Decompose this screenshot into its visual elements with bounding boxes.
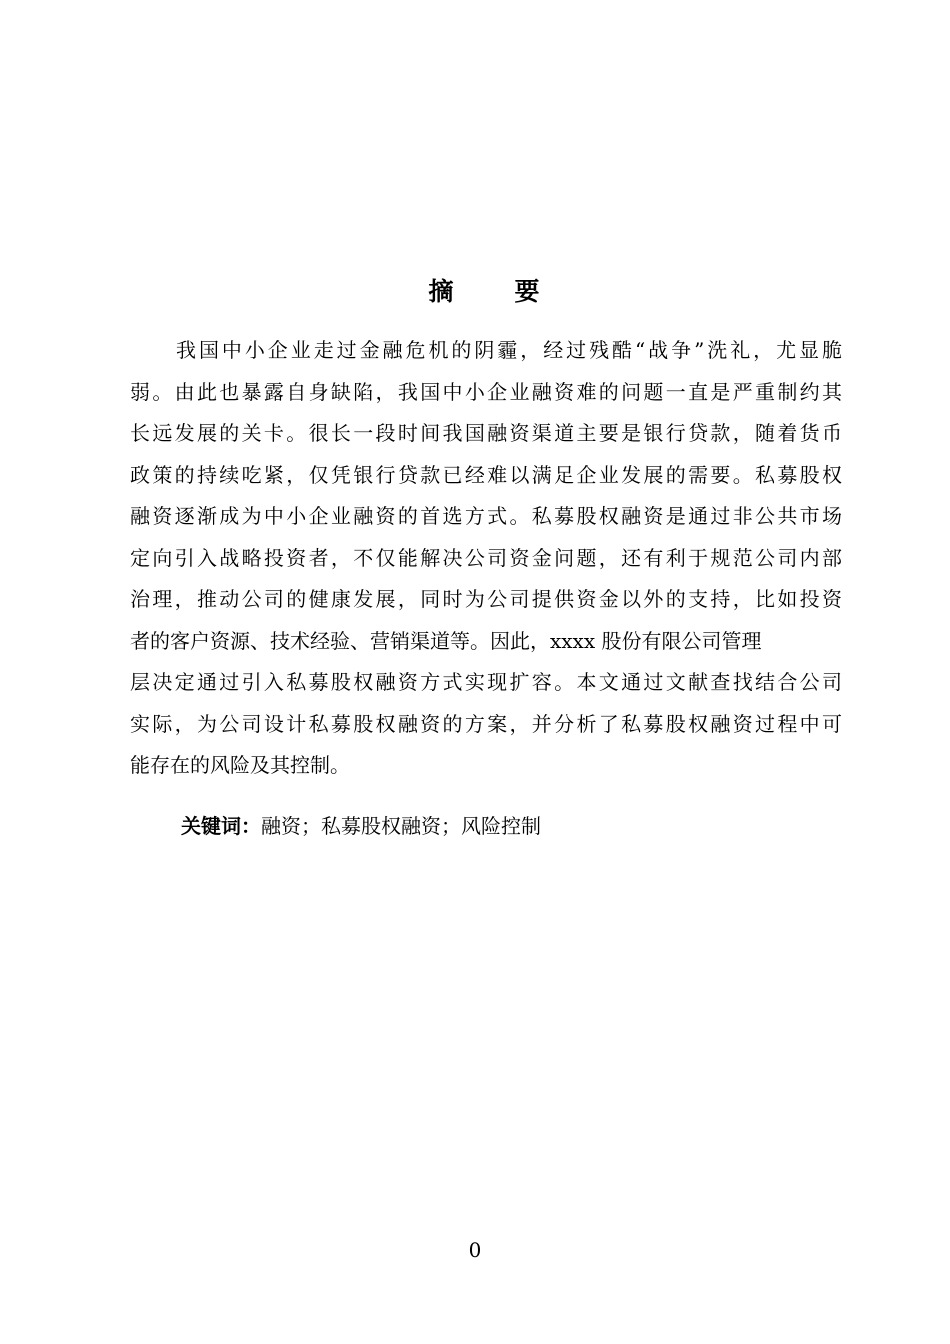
page-number: 0 xyxy=(468,1238,482,1262)
abstract-line: 层决定通过引入私募股权融资方式实现扩容。本文通过文献查找结合公司 xyxy=(130,670,842,694)
abstract-line: 能存在的风险及其控制。 xyxy=(130,753,350,777)
abstract-body xyxy=(130,330,842,787)
abstract-line: 治理，推动公司的健康发展，同时为公司提供资金以外的支持，比如投资 xyxy=(130,587,842,611)
abstract-line: 弱。由此也暴露自身缺陷，我国中小企业融资难的问题一直是严重制约其 xyxy=(130,379,842,404)
keywords-row xyxy=(181,808,541,844)
abstract-line: 者的客户资源、技术经验、营销渠道等。因此，xxxx 股份有限公司管理 xyxy=(130,628,762,653)
keywords-label: 关键词： xyxy=(181,814,261,838)
abstract-line: 我国中小企业走过金融危机的阴霾，经过残酷“战争”洗礼，尤显脆 xyxy=(176,338,842,362)
abstract-title: 摘 要 xyxy=(428,277,558,306)
keywords-value: 融资；私募股权融资；风险控制 xyxy=(261,814,541,838)
abstract-line: 定向引入战略投资者，不仅能解决公司资金问题，还有利于规范公司内部 xyxy=(130,545,842,570)
abstract-line: 实际，为公司设计私募股权融资的方案，并分析了私募股权融资过程中可 xyxy=(130,711,842,736)
abstract-line: 长远发展的关卡。很长一段时间我国融资渠道主要是银行贷款，随着货币 xyxy=(130,421,842,445)
abstract-line: 融资逐渐成为中小企业融资的首选方式。私募股权融资是通过非公共市场 xyxy=(130,504,842,528)
abstract-line: 政策的持续吃紧，仅凭银行贷款已经难以满足企业发展的需要。私募股权 xyxy=(130,462,842,487)
